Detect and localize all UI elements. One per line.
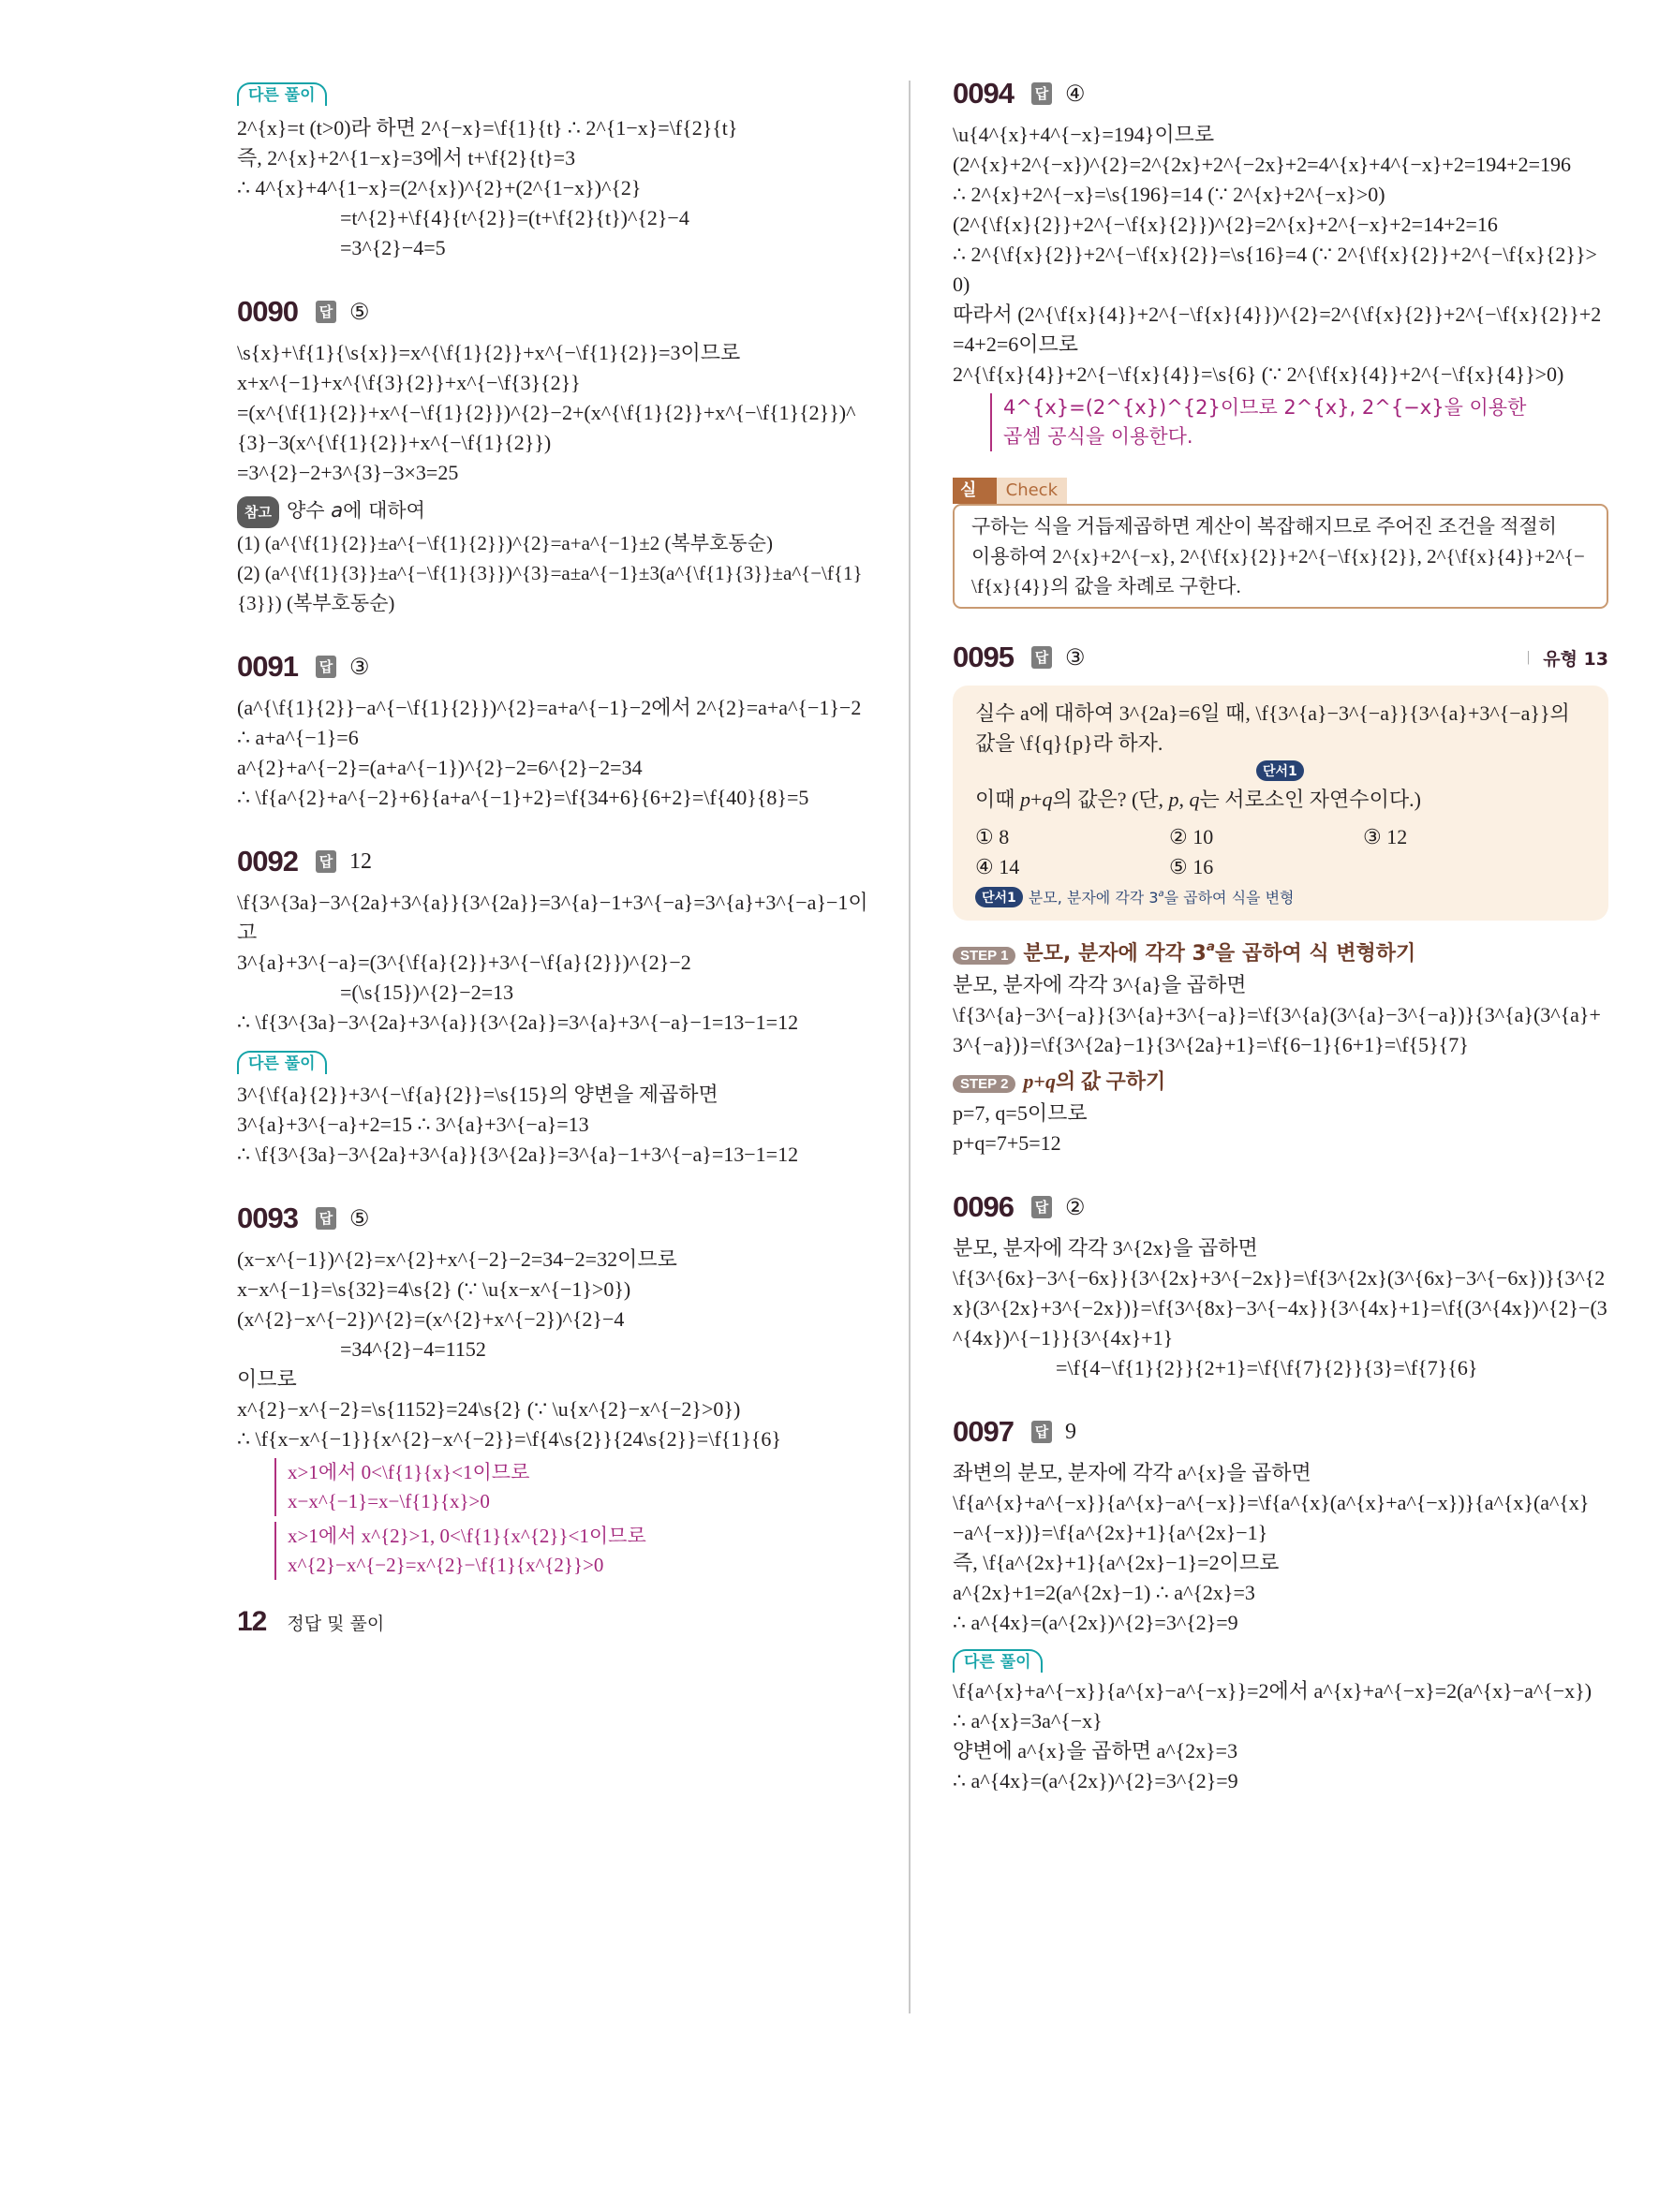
solution-line: p+q=7+5=12	[953, 1131, 1061, 1155]
annotation-line: x^{2}−x^{−2}=x^{2}−\f{1}{x^{2}}>0	[288, 1554, 604, 1576]
solution-0097	[953, 1409, 1608, 1796]
step-badge: STEP 1	[953, 947, 1015, 965]
solution-line: ∴ \f{3^{3a}−3^{2a}+3^{a}}{3^{2a}}=3^{a}−1+3^{−a}=13−1=12	[237, 1143, 799, 1166]
problem-number: 0092	[237, 845, 298, 877]
answer-value: 12	[349, 848, 372, 874]
mistake-check	[953, 478, 1608, 609]
solution-lines	[237, 338, 883, 488]
choice-5[interactable]: ⑤ 16	[1169, 855, 1214, 878]
solution-line: a^{2}+a^{−2}=(a+a^{−1})^{2}−2=6^{2}−2=34	[237, 756, 643, 779]
problem-box	[953, 686, 1608, 921]
solution-0090	[237, 289, 883, 618]
reference-note	[237, 495, 883, 618]
answer-value: ⑤	[349, 1206, 370, 1231]
note-badge: 참고	[237, 496, 279, 528]
alt-solution-badge: 다른 풀이	[237, 1051, 327, 1074]
solution-line: (x−x^{−1})^{2}=x^{2}+x^{−2}−2=34−2=32이므로	[237, 1247, 677, 1271]
solution-line: 분모, 분자에 각각 3^{a}을 곱하면	[953, 973, 1247, 996]
mistake-check-box	[953, 504, 1608, 609]
annotation-line: x>1에서 x^{2}>1, 0<\f{1}{x^{2}}<1이므로	[288, 1525, 646, 1547]
answer-value: 9	[1065, 1419, 1076, 1444]
solution-header	[953, 71, 1608, 116]
choice-2[interactable]: ② 10	[1169, 825, 1214, 848]
answer-badge: 답	[316, 656, 336, 678]
solution-line: \u{4^{x}+4^{−x}=194}이므로	[953, 123, 1215, 146]
solution-0092	[237, 839, 883, 1038]
footer-title: 정답 및 풀이	[287, 1613, 385, 1634]
problem-number: 0091	[237, 650, 298, 683]
solution-line: =(x^{\f{1}{2}}+x^{−\f{1}{2}})^{2}−2+(x^{\f{1}{2}}+x^{−\f{1}{2}})^{3}−3(x^{\f{1}{2}}+x^{−\f{1}{2}})	[237, 401, 856, 454]
annotation-line: 4^{x}=(2^{x})^{2}이므로 2^{x}, 2^{−x}을 이용한	[1003, 396, 1527, 419]
solution-line: 좌변의 분모, 분자에 각각 a^{x}을 곱하면	[953, 1461, 1311, 1484]
solution-line: \f{3^{a}−3^{−a}}{3^{a}+3^{−a}}=\f{3^{a}(3^{a}−3^{−a})}{3^{a}(3^{a}+3^{−a})}=\f{3^{2a}−1}{3^{2a}+1}=\f{6−1}{6+1}=\f{5}{7}	[953, 1003, 1601, 1056]
problem-stem: 실수 a에 대하여 3^{2a}=6일 때, \f{3^{a}−3^{−a}}{3^{a}+3^{−a}}의 값을 \f{q}{p}라 하자.	[975, 701, 1570, 755]
note-title: 양수 a에 대하여	[286, 499, 425, 522]
solution-line: \s{x}+\f{1}{\s{x}}=x^{\f{1}{2}}+x^{−\f{1}{2}}=3이므로	[237, 341, 741, 364]
solution-header	[953, 1409, 1608, 1454]
solution-line: 이므로	[237, 1367, 297, 1391]
solution-line: (2) (a^{\f{1}{3}}±a^{−\f{1}{3}})^{3}=a±a^{−1}±3(a^{\f{1}{3}}±a^{−\f{1}{3}}) (복부호동순)	[237, 562, 863, 614]
solution-line: ∴ \f{a^{2}+a^{−2}+6}{a+a^{−1}+2}=\f{34+6}{6+2}=\f{40}{8}=5	[237, 786, 809, 809]
solution-line: (2^{\f{x}{2}}+2^{−\f{x}{2}})^{2}=2^{x}+2^{−x}+2=14+2=16	[953, 213, 1498, 236]
solution-line: ∴ a^{4x}=(a^{2x})^{2}=3^{2}=9	[953, 1611, 1238, 1634]
solution-0091	[237, 644, 883, 813]
problem-number: 0097	[953, 1415, 1014, 1448]
mistake-check-tab	[953, 478, 1067, 526]
solution-line: \f{3^{6x}−3^{−6x}}{3^{2x}+3^{−2x}}=\f{3^{2x}(3^{6x}−3^{−6x})}{3^{2x}(3^{2x}+3^{−2x})}=\f{3^{8x}−3^{−4x}}{3^{4x}+1}=\f{(3^{4x})^{2}−(3^{4x})^{−1}}{3^{4x}+1}	[953, 1266, 1607, 1349]
step-title: 분모, 분자에 각각 3$^a$을 곱하여 식 변형하기	[1023, 939, 1416, 966]
solution-lines	[953, 1458, 1608, 1638]
solution-header	[237, 839, 883, 884]
solution-line: x+x^{−1}+x^{\f{3}{2}}+x^{−\f{3}{2}}	[237, 371, 581, 394]
solution-line: x^{2}−x^{−2}=\s{1152}=24\s{2} (∵ \u{x^{2}−x^{−2}>0})	[237, 1397, 741, 1421]
choice-1[interactable]: ① 8	[975, 825, 1010, 848]
solution-line: 즉, \f{a^{2x}+1}{a^{2x}−1}=2이므로	[953, 1551, 1280, 1574]
solution-line: ∴ 2^{x}+2^{−x}=\s{196}=14 (∵ 2^{x}+2^{−x}>0)	[953, 183, 1385, 206]
clue-badge: 단서1	[1256, 760, 1304, 781]
solution-line: ∴ 2^{\f{x}{2}}+2^{−\f{x}{2}}=\s{16}=4 (∵ 2^{\f{x}{2}}+2^{−\f{x}{2}}>0)	[953, 243, 1597, 296]
solution-line: 즉, 2^{x}+2^{1−x}=3에서 t+\f{2}{t}=3	[237, 146, 576, 170]
solution-lines	[953, 970, 1608, 1060]
answer-value: ③	[1065, 645, 1086, 671]
check-label: Check	[997, 478, 1067, 504]
page-number: 12	[237, 1606, 267, 1637]
clue-hint	[975, 886, 1586, 907]
answer-badge: 답	[1031, 82, 1052, 105]
alt-solution-badge: 다른 풀이	[237, 82, 327, 106]
solution-line: 구하는 식을 거듭제곱하면 계산이 복잡해지므로 주어진 조건을 적절히	[971, 515, 1558, 538]
solution-line: (a^{\f{1}{2}}−a^{−\f{1}{2}})^{2}=a+a^{−1}−2에서 2^{2}=a+a^{−1}−2	[237, 696, 862, 719]
annotation-0093-b	[274, 1522, 883, 1580]
annotation-0094	[990, 393, 1608, 451]
solution-line: (2^{x}+2^{−x})^{2}=2^{2x}+2^{−2x}+2=4^{x}+4^{−x}+2=194+2=196	[953, 153, 1572, 176]
problem-question: 이때 p+q의 값은? (단, p, q는 서로소인 자연수이다.)	[975, 788, 1421, 811]
type-separator: |	[1527, 649, 1531, 665]
alt-solution-badge: 다른 풀이	[953, 1649, 1043, 1673]
solution-line: 2^{x}=t (t>0)라 하면 2^{−x}=\f{1}{t} ∴ 2^{1−x}=\f{2}{t}	[237, 116, 738, 140]
solution-lines	[953, 1099, 1608, 1158]
answer-value: ④	[1065, 81, 1086, 107]
solution-line: ∴ \f{x−x^{−1}}{x^{2}−x^{−2}}=\f{4\s{2}}{24\s{2}}=\f{1}{6}	[237, 1427, 781, 1451]
solution-lines	[237, 1245, 883, 1454]
solution-line: =\f{4−\f{1}{2}}{2+1}=\f{\f{7}{2}}{3}=\f{7}{6}	[1056, 1356, 1478, 1379]
alternative-solution-0097	[953, 1649, 1608, 1796]
problem-number: 0094	[953, 77, 1014, 110]
answer-value: ②	[1065, 1195, 1086, 1220]
clue-badge: 단서1	[975, 887, 1023, 907]
solution-line: p=7, q=5이므로	[953, 1101, 1088, 1125]
problem-type-label: 유형 13	[1543, 648, 1608, 670]
left-column	[237, 82, 883, 1638]
solution-0093	[237, 1196, 883, 1580]
solution-line: =3^{2}−4=5	[340, 236, 446, 259]
answer-value: ③	[349, 655, 370, 680]
solution-line: 이용하여 2^{x}+2^{−x}, 2^{\f{x}{2}}+2^{−\f{x}{2}}, 2^{\f{x}{4}}+2^{−\f{x}{4}}의 값을 차례로 구한다.	[971, 545, 1585, 597]
solution-line: =34^{2}−4=1152	[340, 1337, 486, 1361]
solution-line: 3^{a}+3^{−a}+2=15 ∴ 3^{a}+3^{−a}=13	[237, 1113, 589, 1136]
annotation-line: 곱셈 공식을 이용한다.	[1003, 425, 1193, 448]
annotation-line: x−x^{−1}=x−\f{1}{x}>0	[288, 1490, 490, 1512]
answer-badge: 답	[316, 850, 336, 873]
solution-header	[237, 289, 883, 334]
solution-line: =(\s{15})^{2}−2=13	[340, 981, 514, 1004]
solution-line: (x^{2}−x^{−2})^{2}=(x^{2}+x^{−2})^{2}−4	[237, 1307, 625, 1331]
solution-header	[237, 1196, 883, 1241]
solution-0095	[953, 635, 1608, 1158]
answer-badge: 답	[1031, 1421, 1052, 1443]
solution-0096	[953, 1185, 1608, 1383]
solution-header	[953, 1185, 1608, 1230]
step-title: p+q의 값 구하기	[1023, 1069, 1166, 1093]
solution-line: 양변에 a^{x}을 곱하면 a^{2x}=3	[953, 1739, 1238, 1762]
annotation-line: x>1에서 0<\f{1}{x}<1이므로	[288, 1461, 530, 1483]
solution-line: ∴ a^{4x}=(a^{2x})^{2}=3^{2}=9	[953, 1769, 1238, 1792]
note-lines	[237, 528, 883, 618]
solution-lines	[953, 1676, 1608, 1796]
problem-number: 0096	[953, 1190, 1014, 1223]
solution-line: 분모, 분자에 각각 3^{2x}을 곱하면	[953, 1236, 1258, 1260]
mistake-label: 실수	[953, 478, 997, 504]
solution-header	[237, 644, 883, 689]
annotation-0093-a	[274, 1458, 883, 1516]
problem-number: 0093	[237, 1202, 298, 1234]
solution-line: (1) (a^{\f{1}{2}}±a^{−\f{1}{2}})^{2}=a+a^{−1}±2 (복부호동순)	[237, 532, 773, 554]
problem-number: 0095	[953, 641, 1014, 673]
alternative-solution-0089	[237, 82, 883, 263]
answer-value: ⑤	[349, 300, 370, 325]
solution-0094	[953, 71, 1608, 451]
problem-number: 0090	[237, 295, 298, 328]
solution-line: ∴ \f{3^{3a}−3^{2a}+3^{a}}{3^{2a}}=3^{a}+3^{−a}−1=13−1=12	[237, 1010, 799, 1034]
step-2	[953, 1066, 1608, 1095]
solution-lines	[237, 1080, 883, 1170]
solution-lines	[953, 120, 1608, 390]
solution-lines	[237, 113, 883, 263]
solution-line: \f{3^{3a}−3^{2a}+3^{a}}{3^{2a}}=3^{a}−1+3^{−a}=3^{a}+3^{−a}−1이고	[237, 891, 868, 944]
solution-line: 3^{\f{a}{2}}+3^{−\f{a}{2}}=\s{15}의 양변을 제곱하면	[237, 1083, 718, 1106]
solution-line: \f{a^{x}+a^{−x}}{a^{x}−a^{−x}}=2에서 a^{x}+a^{−x}=2(a^{x}−a^{−x}) ∴ a^{x}=3a^{−x}	[953, 1679, 1592, 1733]
solution-line: a^{2x}+1=2(a^{2x}−1) ∴ a^{2x}=3	[953, 1581, 1255, 1604]
answer-badge: 답	[1031, 646, 1052, 669]
solution-header	[953, 635, 1608, 680]
solution-line: x−x^{−1}=\s{32}=4\s{2} (∵ \u{x−x^{−1}>0})	[237, 1277, 631, 1301]
choices	[975, 822, 1586, 882]
solution-lines	[237, 888, 883, 1038]
solution-line: 2^{\f{x}{4}}+2^{−\f{x}{4}}=\s{6} (∵ 2^{\f{x}{4}}+2^{−\f{x}{4}}>0)	[953, 362, 1564, 386]
right-column	[953, 71, 1608, 1822]
choice-4[interactable]: ④ 14	[975, 855, 1020, 878]
choice-3[interactable]: ③ 12	[1363, 825, 1408, 848]
page-footer	[237, 1606, 883, 1638]
solution-line: 3^{a}+3^{−a}=(3^{\f{a}{2}}+3^{−\f{a}{2}})^{2}−2	[237, 951, 691, 974]
solution-line: =3^{2}−2+3^{3}−3×3=25	[237, 461, 459, 484]
step-badge: STEP 2	[953, 1075, 1015, 1093]
solution-lines	[237, 693, 883, 813]
solution-line: =t^{2}+\f{4}{t^{2}}=(t+\f{2}{t})^{2}−4	[340, 206, 689, 229]
answer-badge: 답	[316, 301, 336, 323]
step-1	[953, 937, 1608, 966]
alternative-solution-0092	[237, 1051, 883, 1170]
solution-line: ∴ 4^{x}+4^{1−x}=(2^{x})^{2}+(2^{1−x})^{2}	[237, 176, 642, 199]
column-divider	[909, 81, 911, 2013]
solution-lines	[953, 1233, 1608, 1383]
solution-line: 따라서 (2^{\f{x}{4}}+2^{−\f{x}{4}})^{2}=2^{\f{x}{2}}+2^{−\f{x}{2}}+2=4+2=6이므로	[953, 302, 1602, 356]
solution-line: ∴ a+a^{−1}=6	[237, 726, 359, 749]
answer-badge: 답	[316, 1207, 336, 1230]
clue-text: 분모, 분자에 각각 3$^a$을 곱하여 식을 변형	[1028, 888, 1295, 907]
answer-badge: 답	[1031, 1196, 1052, 1218]
solution-line: \f{a^{x}+a^{−x}}{a^{x}−a^{−x}}=\f{a^{x}(a^{x}+a^{−x})}{a^{x}(a^{x}−a^{−x})}=\f{a^{2x}+1}{a^{2x}−1}	[953, 1491, 1590, 1544]
